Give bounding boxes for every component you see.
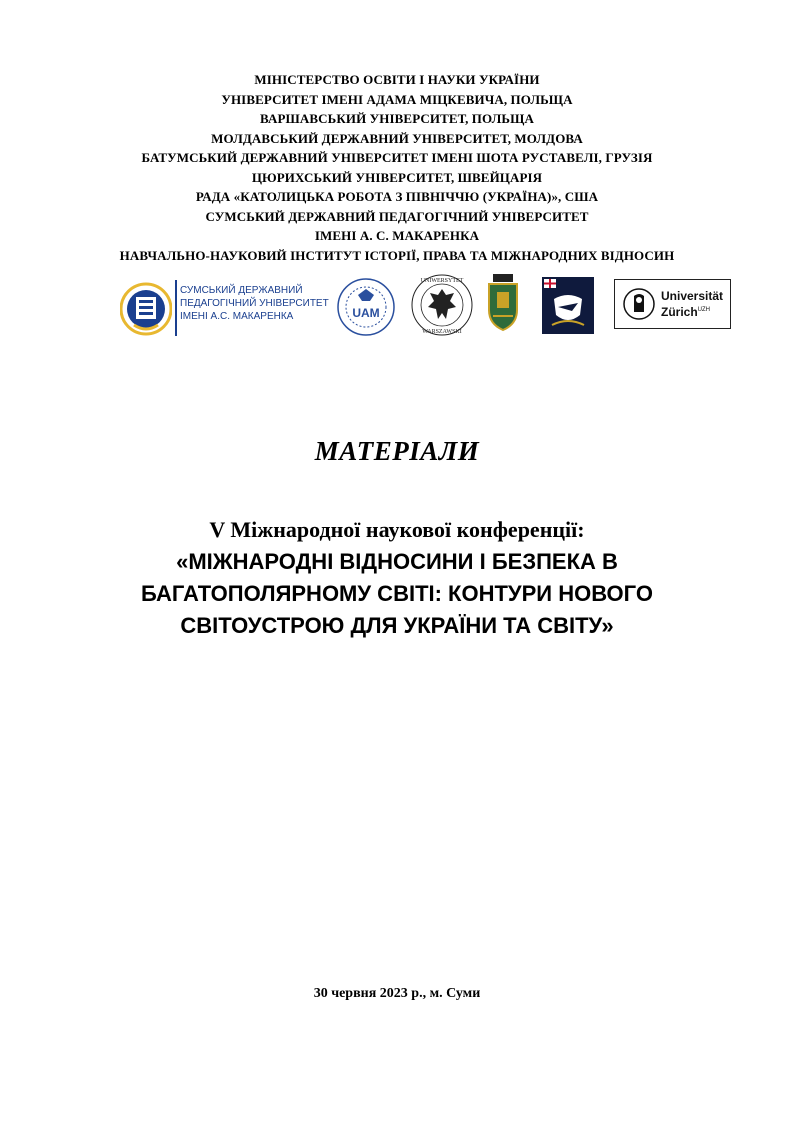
uzh-seal-icon [622,286,656,322]
moldova-state-university-shield-icon [483,274,523,332]
uzh-logo-text: Universität Zürich$^{UZH}$ [661,289,724,319]
organizer-line: УНІВЕРСИТЕТ ІМЕНІ АДАМА МІЦКЕВИЧА, ПОЛЬЩА [221,91,573,107]
organizer-line: МІНІСТЕРСТВО ОСВІТИ І НАУКИ УКРАЇНИ [254,72,540,87]
svg-text:UNIWERSYTET: UNIWERSYTET [420,278,464,284]
organizer-line: СУМСЬКИЙ ДЕРЖАВНИЙ ПЕДАГОГІЧНИЙ УНІВЕРСИТЕТ [205,208,589,224]
organizer-line: НАВЧАЛЬНО-НАУКОВИЙ ІНСТИТУТ ІСТОРІЇ, ПРАВА ТА МІЖНАРОДНИХ ВІДНОСИН [119,247,675,263]
sspu-divider [175,280,177,336]
batumi-state-university-emblem-icon [542,277,594,334]
svg-text:UAM: UAM [352,306,380,320]
uam-seal-icon [336,277,396,337]
conference-subtitle [0,514,794,642]
sspu-logo-text: СУМСЬКИЙ ДЕРЖАВНИЙ ПЕДАГОГІЧНИЙ УНІВЕРСИТЕТ ІМЕНІ А.С. МАКАРЕНКА [180,285,329,322]
organizers-list [0,70,794,265]
warsaw-university-seal-icon [410,273,474,337]
organizer-line: БАТУМСЬКИЙ ДЕРЖАВНИЙ УНІВЕРСИТЕТ ІМЕНІ ШОТА РУСТАВЕЛІ, ГРУЗІЯ [141,150,653,165]
date-place: 30 червня 2023 р., м. Суми [313,986,481,1001]
conference-theme-line: БАГАТОПОЛЯРНОМУ СВІТІ: КОНТУРИ НОВОГО [141,581,653,606]
organizer-line: РАДА «КАТОЛИЦЬКА РОБОТА З ПІВНІЧЧЮ (УКРАЇНА)», США [195,189,599,204]
organizer-line: ВАРШАВСЬКИЙ УНІВЕРСИТЕТ, ПОЛЬЩА [260,111,534,126]
organizer-line: МОЛДАВСЬКИЙ ДЕРЖАВНИЙ УНІВЕРСИТЕТ, МОЛДОВА [211,130,583,146]
svg-text:WARSZAWSKI: WARSZAWSKI [422,329,462,335]
organizer-line: ЦЮРИХСЬКИЙ УНІВЕРСИТЕТ, ШВЕЙЦАРІЯ [251,169,543,185]
sspu-crest-icon [120,281,172,337]
conference-theme-line: «МІЖНАРОДНІ ВІДНОСИНИ І БЕЗПЕКА В [176,549,618,574]
conference-theme-line: СВІТОУСТРОЮ ДЛЯ УКРАЇНИ ТА СВІТУ» [180,613,614,638]
document-title: МАТЕРІАЛИ [314,436,480,466]
organizer-line: ІМЕНІ А. С. МАКАРЕНКА [314,228,480,243]
conference-name: V Міжнародної наукової конференції: [209,517,585,542]
